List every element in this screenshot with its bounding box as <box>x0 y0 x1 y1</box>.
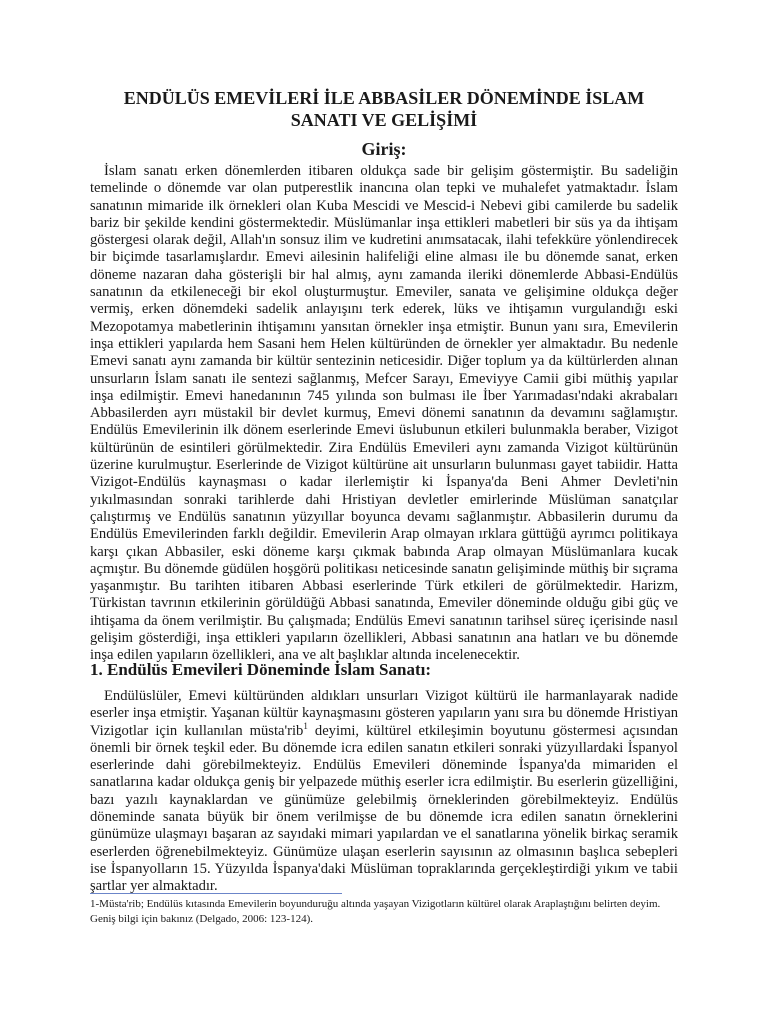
section-1-text-part-2: deyimi, kültürel etkileşimin boyutunu göstermesi açısından önemli bir örnek teşkil eder. Bu dönemde icra edilen sanatın etkileri sonraki yüzyıllardaki İspanyol eserlerinde dahi görebilmekteyiz. Endülüs Emevileri döneminde İspanya'da mimariden el sanatlarına kadar oldukça geniş bir yelpazede müthiş eserler icra edilmiştir. Bu eserlerin güzelliğini, bazı yazılı kaynaklardan ve günümüze gelebilmiş örneklerinden görebilmekteyiz. Endülüs döneminde sanata büyük bir önem verilmişse de bu dönemde icra edilen sanatın örneklerini günümüze ulaşmayı başaran az sayıdaki mimari yapılardan ve el sanatlarına yönelik birkaç seramik eserlerden öğrenebilmekteyiz. Günümüze ulaşan eserlerin sayısının az olmasının başlıca sebepleri ise İspanyolların 15. Yüzyılda İspanya'daki Müslüman topraklarında gerçekleştirdiği yıkım ve tabii şartlar yer almaktadır. <box>90 722 678 895</box>
footnote-text: 1-Müsta'rib; Endülüs kıtasında Emevilerin boyunduruğu altında yaşayan Vizigotların kültürel olarak Araplaştığını belirten deyim. Geniş bilgi için bakınız (Delgado, 2006: 123-124). <box>90 898 661 925</box>
footnote-reference: 1 <box>303 720 308 731</box>
intro-paragraph: İslam sanatı erken dönemlerden itibaren oldukça sade bir gelişim göstermiştir. Bu sadeliğin temelinde o dönemde var olan putperestlik inancına olan tepki ve muhalefet yatmaktadır. İslam sanatının mimaride ilk örnekleri olan Kuba Mescidi ve Mescid-i Nebevi gibi camilerde bu sadelik bariz bir şekilde kendini göstermektedir. Müslümanlar inşa ettikleri mabetleri bir süs ya da ihtişam göstergesi olarak değil, Allah'ın sonsuz ilim ve kudretini anımsatacak, ilahi tefekküre yönlendirecek bir biçimde tasarlamışlardır. Emevi ailesinin halifeliği eline alması ile bu dönemde sanat, erken döneme nazaran daha gösterişli bir hal almış, aynı zamanda ileriki dönemlerde Abbasi-Endülüs sanatının da etkileneceği bir ekol oluşturmuştur. Emeviler, sanata ve gelişimine oldukça değer vermiş, erken dönemdeki sadelik anlayışını terk ederek, lüks ve ihtişamın vurgulandığı eski Mezopotamya mabetlerinin ihtişamını yansıtan örnekler inşa etmiştir. Bunun yanı sıra, Emevilerin inşa ettikleri yapılarda hem Sasani hem Helen kültüründen de örnekler yer almaktadır. Bu nedenle Emevi sanatı aynı zamanda bir kültür sentezinin neticesidir. Diğer toplum ya da kültürlerden alınan unsurların İslam sanatı ile sentezi sağlanmış, Mefcer Sarayı, Emeviyye Camii gibi müthiş yapılar inşa edilmiştir. Emevi hanedanının 745 yılında son bulması ile İber Yarımadası'ndaki akrabaları Abbasilerden ayrı müstakil bir devlet kurmuş, Emevi dönemi sanatının da devamını sağlamıştır. Endülüs Emevilerinin ilk dönem eserlerinde Emevi üslubunun etkileri bulunmakla beraber, Vizigot kültürünün de esintileri görülmektedir. Zira Endülüs Emevileri aynı zamanda Vizigot kültürünün üzerine kurulmuştur. Eserlerinde de Vizigot kültürüne ait unsurların bulunması gayet tabiidir. Hatta Vizigot-Endülüs kaynaşması o kadar ilerlemiştir ki İspanya'da Beni Ahmer Devleti'nin yıkılmasından sonraki tarihlerde dahi Hristiyan devletler emirlerinde Müslüman sanatçılar çalıştırmış ve Endülüs sanatının yüzyıllar boyunca devamı sağlanmıştır. Abbasilerin durumu da Endülüs Emevilerinden farklı değildir. Emevilerin Arap olmayan ırklara güttüğü ayrımcı politikaya karşı çıkan Abbasiler, eski döneme karşı çıkmak babında Arap olmayan Müslümanlara kucak açmıştır. Bu dönemde güdülen hoşgörü politikası neticesinde sanatın gelişiminde müthiş bir sıçrama yaşanmıştır. Bu tarihten itibaren Abbasi eserlerinde Türk etkileri de görülmektedir. Harizm, Türkistan tavrının etkilerinin görüldüğü Abbasi sanatında, Emeviler döneminde olduğu gibi güç ve ihtişama da önem verilmiştir. Bu çalışmada; Endülüs Emevi sanatının tarihsel süreç içerisinde nasıl gelişim gösterdiği, inşa ettikleri yapıların özellikleri, Abbasi sanatının ana hatları ve bu dönemde inşa edilen yapıların özellikleri, ana ve alt başlıklar altında incelenecektir. <box>90 163 678 664</box>
section-1-heading: 1. Endülüs Emevileri Döneminde İslam Sanatı: <box>90 660 431 679</box>
page-title: ENDÜLÜS EMEVİLERİ İLE ABBASİLER DÖNEMİNDE İSLAM SANATI VE GELİŞİMİ <box>123 88 645 130</box>
section-1-paragraph <box>90 688 678 896</box>
intro-subtitle: Giriş: <box>361 139 407 159</box>
section-1-text-part-1: Endülüslüler, Emevi kültüründen aldıkları unsurları Vizigot kültürü ile harmanlayarak nadide eserler inşa etmiştir. Yaşanan kültür kaynaşmasını gösteren yapıların yanı sıra bu dönemde Hristiyan Vizigotlar için kullanılan müsta'rib <box>90 688 678 739</box>
footnote-divider <box>90 893 342 894</box>
